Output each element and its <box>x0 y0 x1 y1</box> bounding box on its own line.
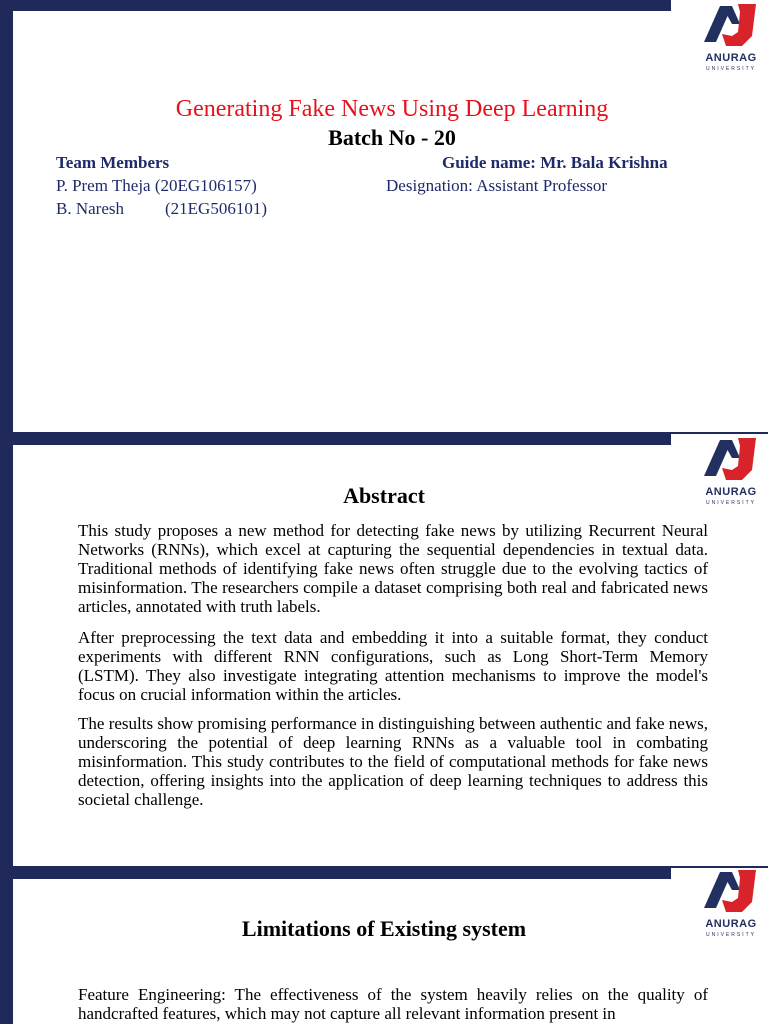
university-logo <box>696 2 766 74</box>
logo-subtext: UNIVERSITY <box>705 66 756 72</box>
guide-name: Guide name: Mr. Bala Krishna <box>442 153 668 172</box>
batch-number: Batch No - 20 <box>328 125 456 150</box>
logo-wordmark: ANURAG <box>705 486 757 498</box>
logo-mark-icon <box>702 436 760 484</box>
slide-limitations <box>0 868 768 1024</box>
slide-title <box>0 0 768 432</box>
limitations-heading: Limitations of Existing system <box>241 916 527 941</box>
team-members-heading: Team Members <box>56 153 170 172</box>
slide-top-bar <box>0 434 671 445</box>
team-member-2-id: (21EG506101) <box>165 199 267 218</box>
logo-subtext: UNIVERSITY <box>705 932 756 938</box>
abstract-heading: Abstract <box>343 483 425 508</box>
logo-wordmark: ANURAG <box>705 918 757 930</box>
slide-left-bar <box>0 0 13 432</box>
logo-subtext: UNIVERSITY <box>705 500 756 506</box>
guide-designation: Designation: Assistant Professor <box>386 176 607 195</box>
team-member-1: P. Prem Theja (20EG106157) <box>56 176 257 195</box>
slide-abstract <box>0 434 768 866</box>
logo-mark-icon <box>702 868 760 916</box>
abstract-paragraph-1: This study proposes a new method for detecting fake news by utilizing Recurrent Neural Networks (RNNs), which excel at capturing the sequential dependencies in textual data. Traditional methods of identifying fake news often struggle due to the evolving tactics of misinformation. The researchers compile a dataset comprising both real and fabricated news articles, annotated with truth labels. <box>78 521 708 616</box>
logo-wordmark: ANURAG <box>705 52 757 64</box>
presentation-title: Generating Fake News Using Deep Learning <box>175 96 609 122</box>
abstract-paragraph-3: The results show promising performance in distinguishing between authentic and fake news, underscoring the potential of deep learning RNNs as a valuable tool in combating misinformation. This study contributes to the field of computational methods for fake news detection, offering insights into the application of deep learning techniques to address this societal challenge. <box>78 714 708 809</box>
slide-top-bar <box>0 0 671 11</box>
limitations-paragraph: Feature Engineering: The effectiveness of the system heavily relies on the quality of handcrafted features, which may not capture all relevant information present in <box>78 985 708 1023</box>
team-member-2-name: B. Naresh <box>56 199 124 218</box>
logo-mark-icon <box>702 2 760 50</box>
slide-left-bar <box>0 868 13 1024</box>
abstract-paragraph-2: After preprocessing the text data and embedding it into a suitable format, they conduct experiments with different RNN configurations, such as Long Short-Term Memory (LSTM). They also investigate integrating attention mechanisms to improve the model's focus on crucial information within the articles. <box>78 628 708 704</box>
slide-top-bar <box>0 868 671 879</box>
